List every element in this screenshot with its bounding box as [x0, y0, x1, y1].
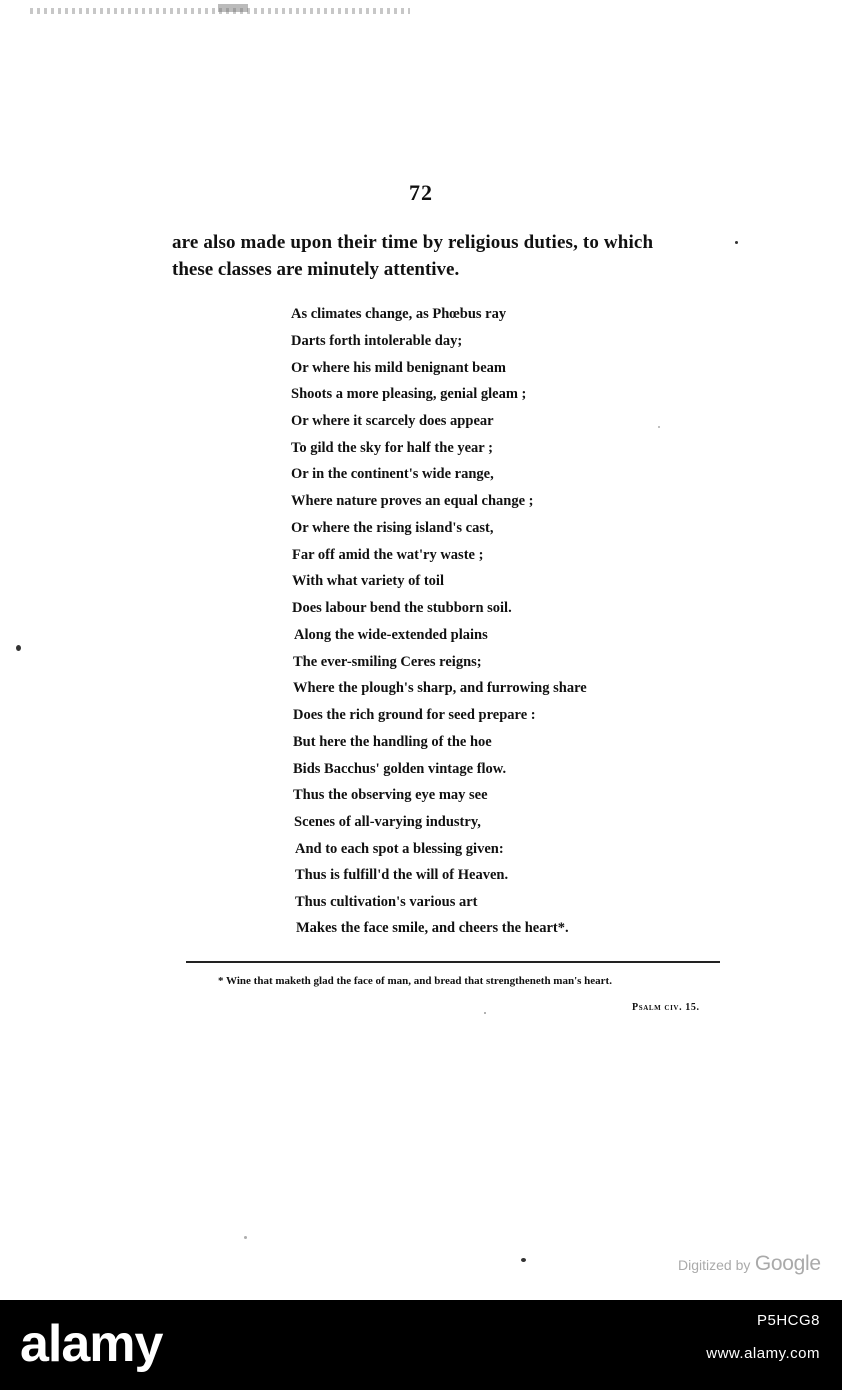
poem-line: To gild the sky for half the year ; — [291, 440, 493, 456]
poem-line: Thus the observing eye may see — [293, 787, 488, 803]
site-url: www.alamy.com — [706, 1345, 820, 1362]
prose-line: are also made upon their time by religious duties, to which — [172, 232, 654, 253]
digitized-brand: Google — [754, 1252, 821, 1275]
poem-line: Where nature proves an equal change ; — [291, 493, 534, 509]
poem-line: Does labour bend the stubborn soil. — [292, 600, 512, 616]
speck — [244, 1236, 247, 1239]
poem-line: With what variety of toil — [292, 573, 444, 589]
digitized-prefix: Digitized by — [678, 1257, 751, 1273]
image-id: P5HCG8 — [756, 1312, 820, 1329]
poem-line: Or in the continent's wide range, — [291, 466, 494, 482]
poem-line: Darts forth intolerable day; — [291, 333, 463, 349]
poem-line: Where the plough's sharp, and furrowing share — [293, 680, 587, 696]
speck — [735, 241, 738, 244]
speck — [484, 1012, 486, 1014]
prose-paragraph — [172, 229, 732, 283]
poem-line: The ever-smiling Ceres reigns; — [293, 654, 482, 670]
citation: Psalm civ. 15. — [632, 1002, 700, 1013]
poem-line: Or where it scarcely does appear — [291, 413, 494, 429]
footnote: * Wine that maketh glad the face of man, and bread that strengtheneth man's heart. — [218, 975, 612, 987]
footnote-divider — [186, 961, 720, 963]
poem-line: Or where his mild benignant beam — [291, 360, 506, 376]
poem-line: Does the rich ground for seed prepare : — [293, 707, 536, 723]
poem-line: Or where the rising island's cast, — [291, 520, 494, 536]
poem-line: But here the handling of the hoe — [293, 734, 492, 750]
poem-line: Scenes of all-varying industry, — [294, 814, 481, 830]
speck — [16, 645, 21, 651]
poem-line: As climates change, as Phœbus ray — [291, 306, 507, 322]
poem-line: Bids Bacchus' golden vintage flow. — [293, 761, 507, 777]
alamy-logo: alamy — [20, 1315, 163, 1373]
speck — [521, 1258, 526, 1262]
poem-line: Thus cultivation's various art — [295, 894, 478, 910]
poem-line: Makes the face smile, and cheers the heart*. — [296, 920, 569, 936]
poem-line: Far off amid the wat'ry waste ; — [292, 547, 484, 563]
poem-line: And to each spot a blessing given: — [295, 841, 504, 857]
speck — [658, 426, 660, 428]
digitized-watermark — [678, 1252, 821, 1276]
poem-line: Along the wide-extended plains — [294, 627, 488, 643]
stock-footer-bar — [0, 1300, 842, 1390]
prose-line: these classes are minutely attentive. — [172, 259, 460, 280]
page-number: 72 — [409, 180, 433, 205]
scan-artifact — [218, 4, 248, 12]
poem-line: Thus is fulfill'd the will of Heaven. — [295, 867, 509, 883]
poem-line: Shoots a more pleasing, genial gleam ; — [291, 386, 527, 402]
